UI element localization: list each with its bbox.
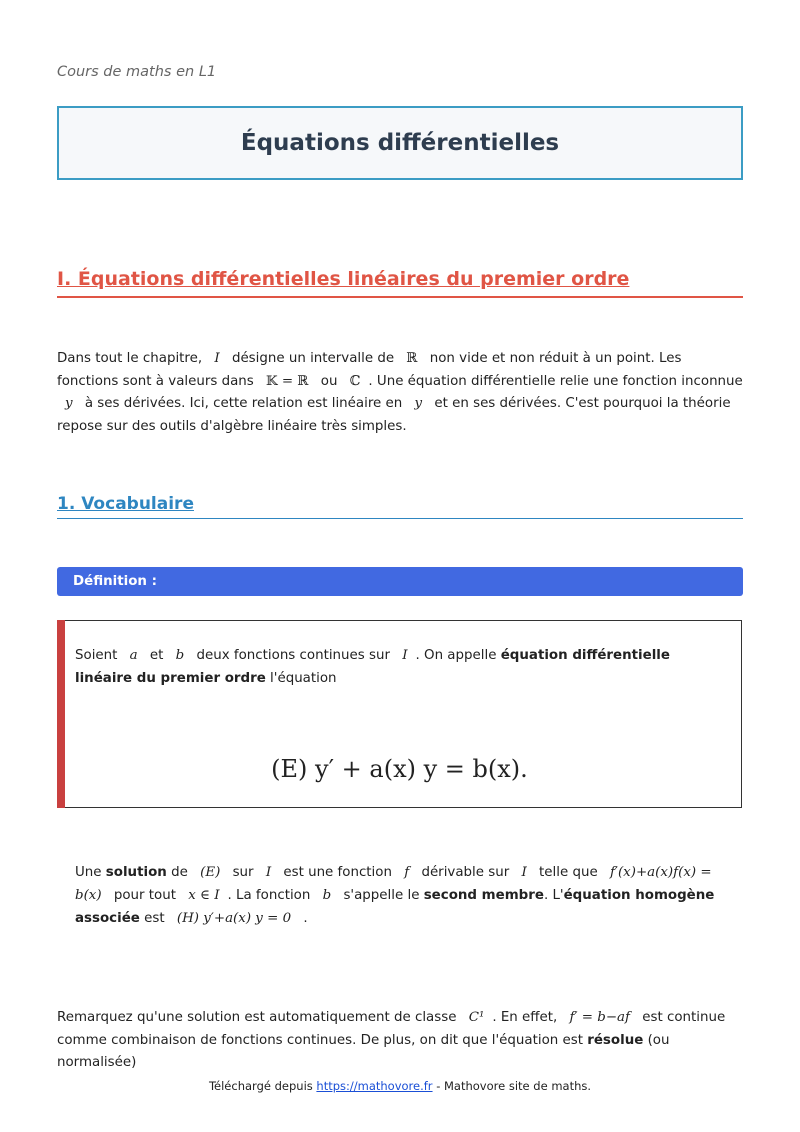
intro-text: désigne un intervalle de [227, 351, 399, 366]
solution-text: pour tout [109, 888, 181, 903]
definition-text [75, 645, 730, 690]
intro-text: non vide et non réduit à un point. Les fonctions sont à valeurs dans [57, 351, 682, 389]
definition-text-part: et [145, 648, 168, 663]
solution-text: de [166, 865, 193, 880]
math-inline: x ∈ I [188, 888, 220, 903]
title-box [57, 106, 743, 180]
math-inline: f′ = b−af [569, 1010, 630, 1025]
intro-text: et en ses dérivées. C'est pourquoi la théorie repose sur des outils d'algèbre linéaire très simples. [57, 396, 731, 434]
intro-text: ou [316, 373, 342, 389]
math-inline: f′(x)+a(x)f(x) = b(x) [75, 865, 712, 903]
math-inline: y [65, 396, 73, 411]
math-inline: b [322, 888, 332, 903]
solution-text: . L' [543, 888, 564, 903]
solution-text: est une fonction [279, 865, 397, 880]
section-heading: I. Équations différentielles linéaires du premier ordre [57, 268, 743, 298]
solution-term: solution [105, 865, 167, 880]
math-inline: ℂ [349, 373, 361, 389]
footer-suffix: - Mathovore site de maths. [432, 1079, 592, 1093]
definition-text-part: deux fonctions continues sur [192, 648, 395, 663]
remark-text: . En effet, [492, 1010, 562, 1025]
definition-term: équation différentielle linéaire du premier ordre [75, 648, 670, 686]
math-inline: b [175, 648, 185, 663]
footer-link[interactable]: https://mathovore.fr [316, 1079, 433, 1093]
math-inline: 𝕂 = ℝ [266, 373, 309, 389]
solution-text: est [139, 911, 169, 926]
solution-text: . [299, 911, 308, 926]
math-inline: I [521, 865, 527, 880]
solution-text: s'appelle le [339, 888, 424, 903]
definition-header: Définition : [57, 567, 743, 596]
subsection-heading: 1. Vocabulaire [57, 494, 743, 519]
math-inline: ℝ [406, 351, 418, 366]
math-inline: y [414, 396, 423, 411]
solution-text: Une [75, 865, 106, 880]
definition-text-part: l'équation [265, 670, 337, 686]
math-inline: I [402, 648, 408, 663]
solution-term: second membre [423, 888, 544, 903]
intro-text: à ses dérivées. Ici, cette relation est linéaire en [80, 396, 407, 411]
definition-text-part: . On appelle [415, 648, 501, 663]
math-inline: (E) [200, 865, 221, 880]
intro-text: Dans tout le chapitre, [57, 351, 207, 366]
solution-text: sur [228, 865, 258, 880]
definition-formula: (E) y′ + a(x) y = b(x). [271, 755, 528, 783]
remark-text: (ou normalisée) [57, 1032, 670, 1070]
math-inline: (H) y′+a(x) y = 0 [176, 911, 292, 926]
solution-paragraph [75, 861, 745, 930]
math-inline: a [129, 648, 138, 663]
footer [0, 1079, 800, 1093]
math-inline: C¹ [468, 1010, 485, 1025]
remark-text: Remarquez qu'une solution est automatiquement de classe [57, 1010, 461, 1025]
remark-term: résolue [587, 1032, 644, 1048]
solution-text: . La fonction [227, 888, 315, 903]
course-label: Cours de maths en L1 [57, 64, 217, 80]
definition-text-part: Soient [75, 648, 122, 663]
math-inline: f [404, 865, 410, 880]
math-inline: I [265, 865, 272, 880]
math-inline: I [214, 351, 220, 366]
solution-term: équation homogène associée [75, 888, 715, 926]
remark-text: est continue comme combinaison de fonctions continues. De plus, on dit que l'équation est [57, 1010, 726, 1048]
remark-paragraph [57, 1007, 745, 1075]
footer-prefix: Téléchargé depuis [208, 1079, 317, 1093]
page-title: Équations différentielles [240, 130, 560, 156]
intro-paragraph [57, 348, 745, 438]
solution-text: dérivable sur [417, 865, 514, 880]
solution-text: telle que [534, 865, 602, 880]
intro-text: . Une équation différentielle relie une fonction inconnue [368, 373, 743, 389]
